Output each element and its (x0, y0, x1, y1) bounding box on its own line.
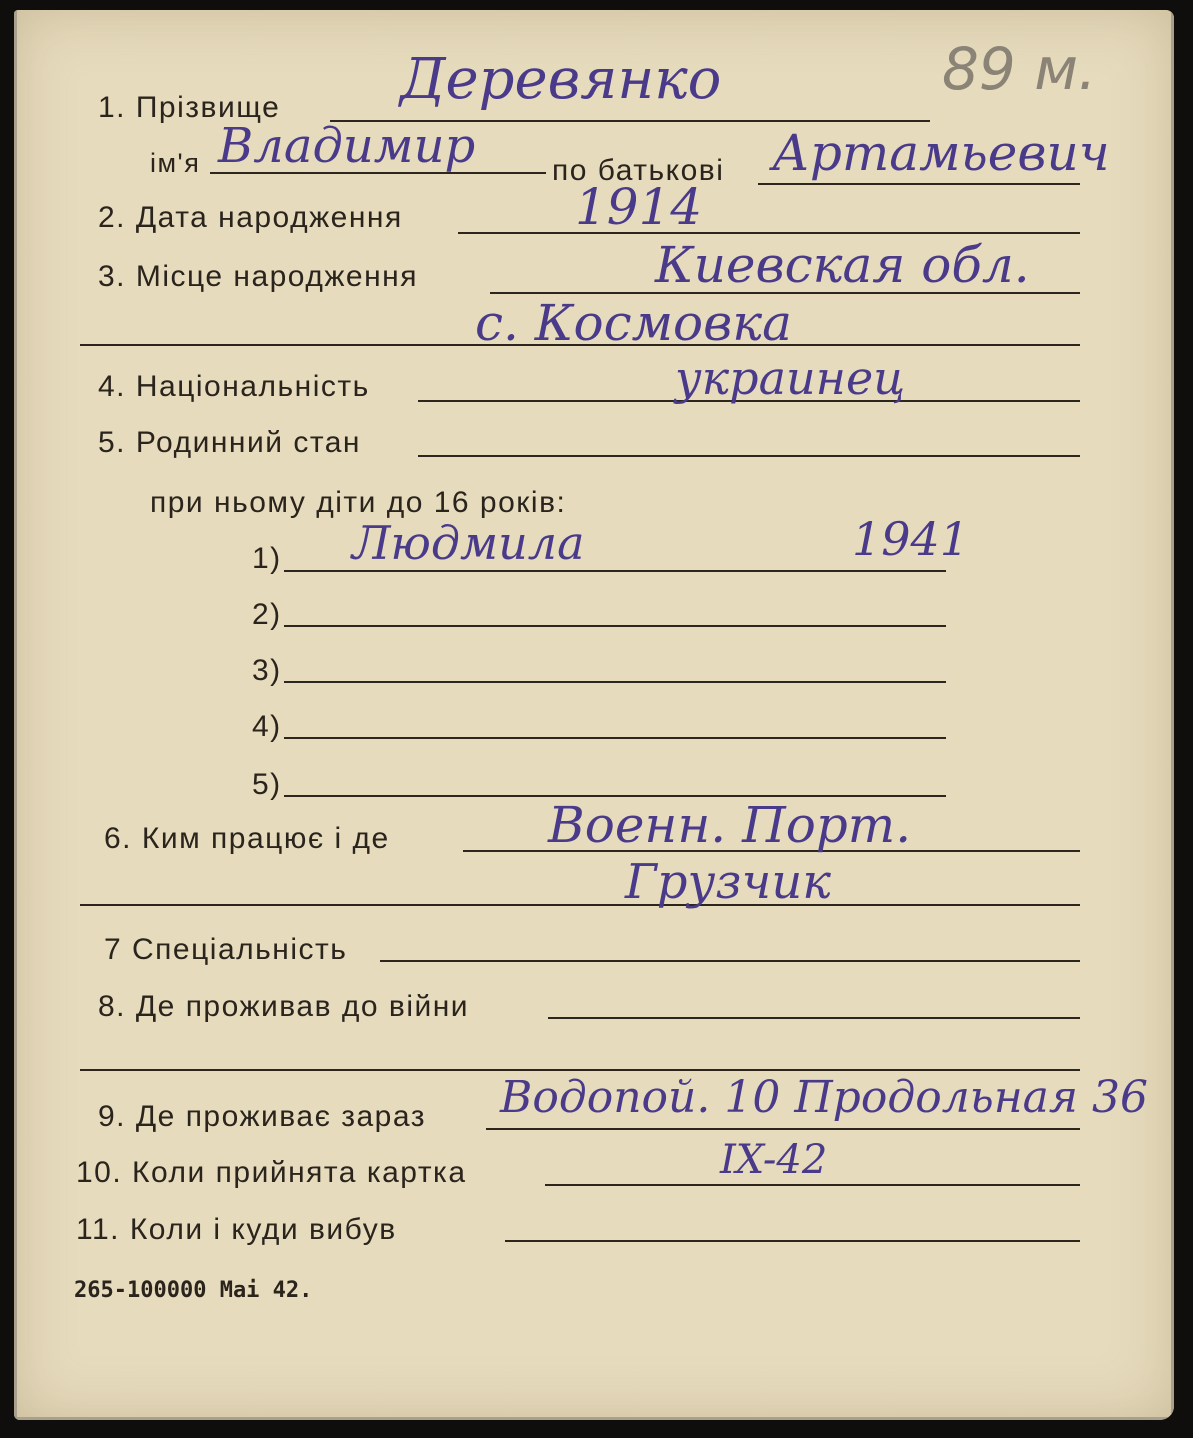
label-child-1: 1) (252, 542, 282, 575)
line-prewar-residence-2 (80, 1069, 1080, 1071)
line-birth-date (458, 232, 1080, 234)
label-nationality: 4. Національність (98, 370, 370, 403)
value-child1-year: 1941 (852, 512, 970, 566)
label-work: 6. Ким працює і де (104, 822, 390, 855)
line-marital-status (418, 455, 1080, 457)
label-birthplace: 3. Місце народження (98, 260, 418, 293)
label-card-accepted: 10. Коли прийнята картка (76, 1156, 467, 1189)
label-child-3: 3) (252, 654, 282, 687)
value-work-line1: Военн. Порт. (548, 796, 912, 854)
label-children: при ньому діти до 16 років: (150, 486, 567, 519)
label-child-5: 5) (252, 768, 282, 801)
card-edge-left (14, 10, 17, 1420)
value-birth-year: 1914 (575, 178, 703, 236)
label-specialty: 7 Спеціальність (104, 933, 348, 966)
value-surname: Деревянко (400, 47, 722, 112)
label-prewar-residence: 8. Де проживав до війни (98, 990, 470, 1023)
label-current-residence: 9. Де проживає зараз (98, 1100, 426, 1133)
line-child-2 (284, 625, 946, 627)
line-current-residence (486, 1128, 1080, 1130)
card-edge-right (1171, 10, 1174, 1420)
value-current-address: Водопой. 10 Продольная 36 (500, 1072, 1149, 1123)
card-edge-bottom (14, 1417, 1174, 1420)
line-child-1 (284, 570, 946, 572)
value-patronymic: Артамьевич (772, 124, 1110, 182)
line-specialty (380, 960, 1080, 962)
value-card-accepted: IX-42 (720, 1137, 828, 1183)
value-card-number: 89 м. (942, 35, 1097, 103)
value-work-line2: Грузчик (625, 854, 831, 910)
value-first-name: Владимир (218, 118, 476, 174)
line-prewar-residence (548, 1017, 1080, 1019)
label-birth-date: 2. Дата народження (98, 201, 403, 234)
line-departure (505, 1240, 1080, 1242)
label-first-name: ім'я (150, 148, 201, 178)
label-surname: 1. Прізвище (98, 91, 281, 124)
label-departure: 11. Коли і куди вибув (76, 1213, 397, 1246)
line-work-2 (80, 904, 1080, 906)
line-card-accepted (545, 1184, 1080, 1186)
line-patronymic (758, 183, 1080, 185)
label-marital-status: 5. Родинний стан (98, 426, 361, 459)
value-child1-name: Людмила (352, 516, 585, 570)
value-birthplace-line1: Киевская обл. (655, 236, 1030, 294)
value-birthplace-line2: с. Космовка (475, 294, 792, 352)
line-child-3 (284, 681, 946, 683)
label-patronymic: по батькові (552, 154, 725, 187)
line-child-4 (284, 737, 946, 739)
print-code: 265-100000 Mai 42. (74, 1278, 313, 1303)
value-nationality: украинец (675, 351, 906, 405)
label-child-2: 2) (252, 598, 282, 631)
label-child-4: 4) (252, 710, 282, 743)
